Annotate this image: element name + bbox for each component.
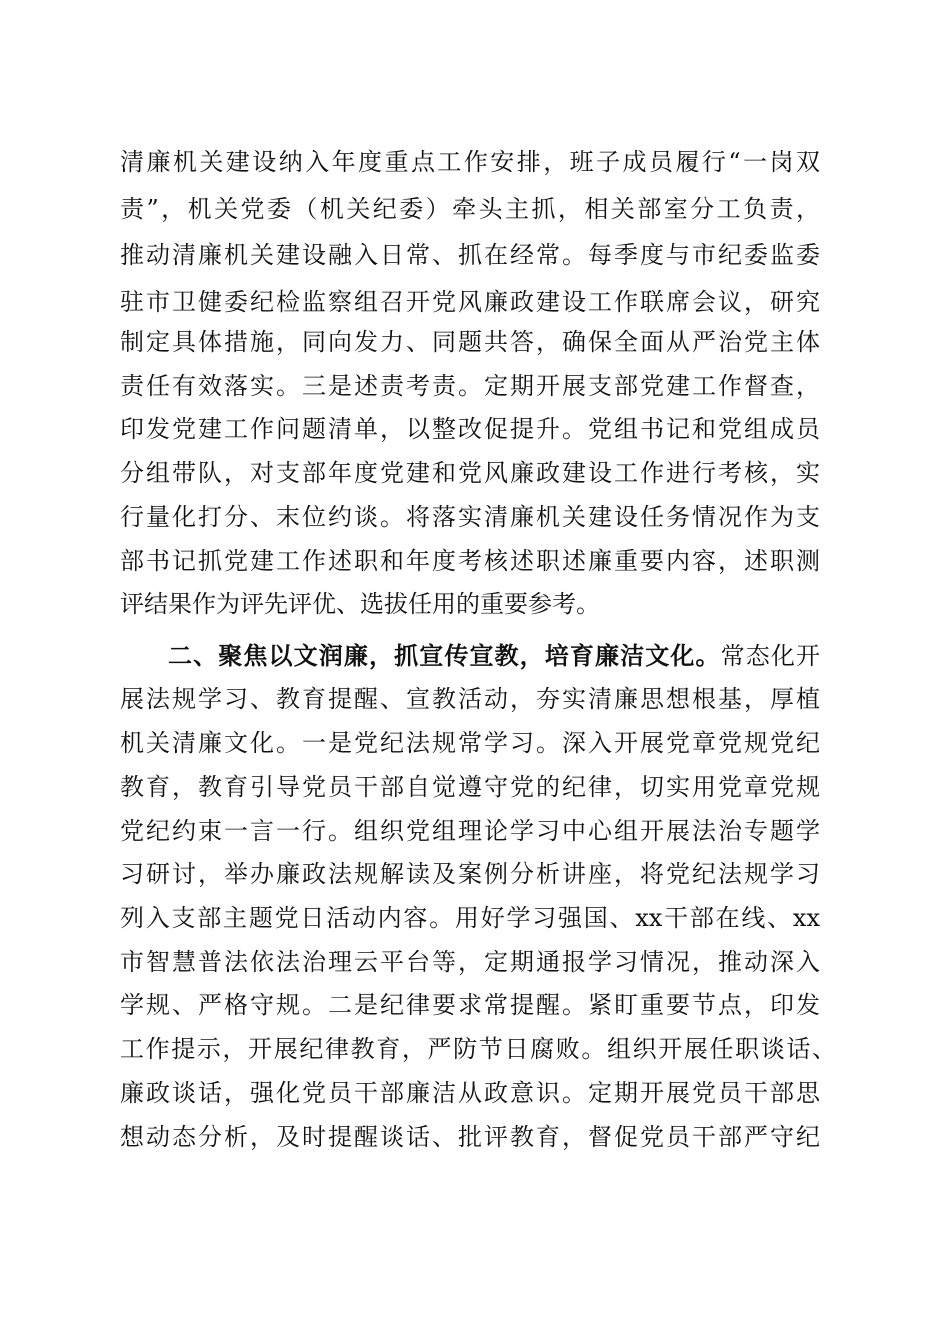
text-line: 制定具体措施，同向发力、同题共答，确保全面从严治党主体 xyxy=(120,328,820,356)
heading-line-continuation: 常态化开 xyxy=(720,642,821,670)
section-heading: 二、聚焦以文润廉，抓宣传宣教，培育廉洁文化。 xyxy=(168,641,721,670)
text-line: 驻市卫健委纪检监察组召开党风廉政建设工作联席会议，研究 xyxy=(120,288,820,316)
text-line: 想动态分析，及时提醒谈话、批评教育，督促党员干部严守纪 xyxy=(120,1123,820,1151)
section-heading-line xyxy=(168,636,820,676)
text-line: 市智慧普法依法治理云平台等，定期通报学习情况，推动深入 xyxy=(120,948,820,976)
text-line: 展法规学习、教育提醒、宣教活动，夯实清廉思想根基，厚植 xyxy=(120,685,820,713)
text-line: 廉政谈话，强化党员干部廉洁从政意识。定期开展党员干部思 xyxy=(120,1079,820,1107)
text-line: 印发党建工作问题清单，以整改促提升。党组书记和党组成员 xyxy=(120,415,820,443)
text-line: 机关清廉文化。一是党纪法规常学习。深入开展党章党规党纪 xyxy=(120,729,820,757)
text-line: 分组带队，对支部年度党建和党风廉政建设工作进行考核，实 xyxy=(120,459,820,487)
text-line: 教育，教育引导党员干部自觉遵守党的纪律，切实用党章党规 xyxy=(120,773,820,801)
text-line: 党纪约束一言一行。组织党组理论学习中心组开展法治专题学 xyxy=(120,817,820,845)
text-line: 部书记抓党建工作述职和年度考核述职述廉重要内容，述职测 xyxy=(120,547,820,575)
text-line: 责任有效落实。三是述责考责。定期开展支部党建工作督查， xyxy=(120,372,820,400)
text-line: 责”，机关党委（机关纪委）牵头主抓，相关部室分工负责， xyxy=(120,195,820,223)
text-line: 评结果作为评先评优、选拔任用的重要参考。 xyxy=(120,590,600,618)
text-line: 推动清廉机关建设融入日常、抓在经常。每季度与市纪委监委 xyxy=(120,241,820,269)
text-line: 行量化打分、末位约谈。将落实清廉机关建设任务情况作为支 xyxy=(120,503,820,531)
text-line: 工作提示，开展纪律教育，严防节日腐败。组织开展任职谈话、 xyxy=(120,1035,836,1063)
text-line: 学规、严格守规。二是纪律要求常提醒。紧盯重要节点，印发 xyxy=(120,991,820,1019)
text-line: 习研讨，举办廉政法规解读及案例分析讲座，将党纪法规学习 xyxy=(120,860,820,888)
text-line: 清廉机关建设纳入年度重点工作安排，班子成员履行“一岗双 xyxy=(120,148,820,176)
text-line: 列入支部主题党日活动内容。用好学习强国、xx干部在线、xx xyxy=(120,904,820,932)
